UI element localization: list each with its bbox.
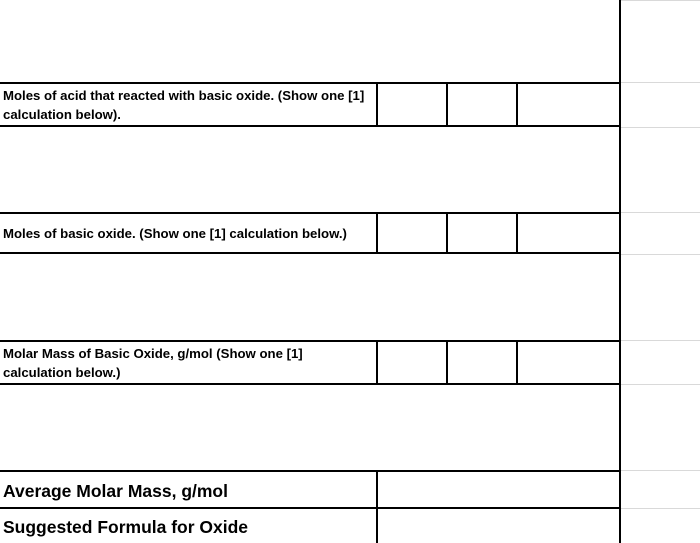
input-moles-oxide-trial-2[interactable] (448, 214, 516, 252)
label-suggested-formula: Suggested Formula for Oxide (3, 517, 249, 537)
gridline (621, 127, 700, 128)
input-molar-mass-trial-3[interactable] (518, 342, 619, 383)
label-molar-mass: Molar Mass of Basic Oxide, g/mol (Show one [1] calculation below.) (3, 346, 303, 380)
gridline (621, 212, 700, 213)
label-moles-acid: Moles of acid that reacted with basic oxide. (Show one [1] calculation below). (3, 88, 365, 122)
input-moles-acid-trial-2[interactable] (448, 84, 516, 125)
row-border (0, 252, 621, 254)
input-average-molar-mass[interactable] (378, 472, 619, 507)
input-moles-oxide-trial-3[interactable] (518, 214, 619, 252)
input-suggested-formula[interactable] (378, 509, 619, 543)
input-molar-mass-trial-2[interactable] (448, 342, 516, 383)
label-moles-oxide: Moles of basic oxide. (Show one [1] calculation below.) (3, 226, 347, 241)
gridline (621, 508, 700, 509)
input-molar-mass-trial-1[interactable] (378, 342, 446, 383)
input-moles-oxide-trial-1[interactable] (378, 214, 446, 252)
gridline (621, 0, 700, 1)
gridline (621, 254, 700, 255)
row-border (0, 383, 621, 385)
label-average-molar-mass: Average Molar Mass, g/mol (3, 481, 228, 501)
input-moles-acid-trial-3[interactable] (518, 84, 619, 125)
input-moles-acid-trial-1[interactable] (378, 84, 446, 125)
gridline (621, 340, 700, 341)
row-border (0, 125, 621, 127)
gridline (621, 470, 700, 471)
gridline (621, 384, 700, 385)
gridline (621, 82, 700, 83)
